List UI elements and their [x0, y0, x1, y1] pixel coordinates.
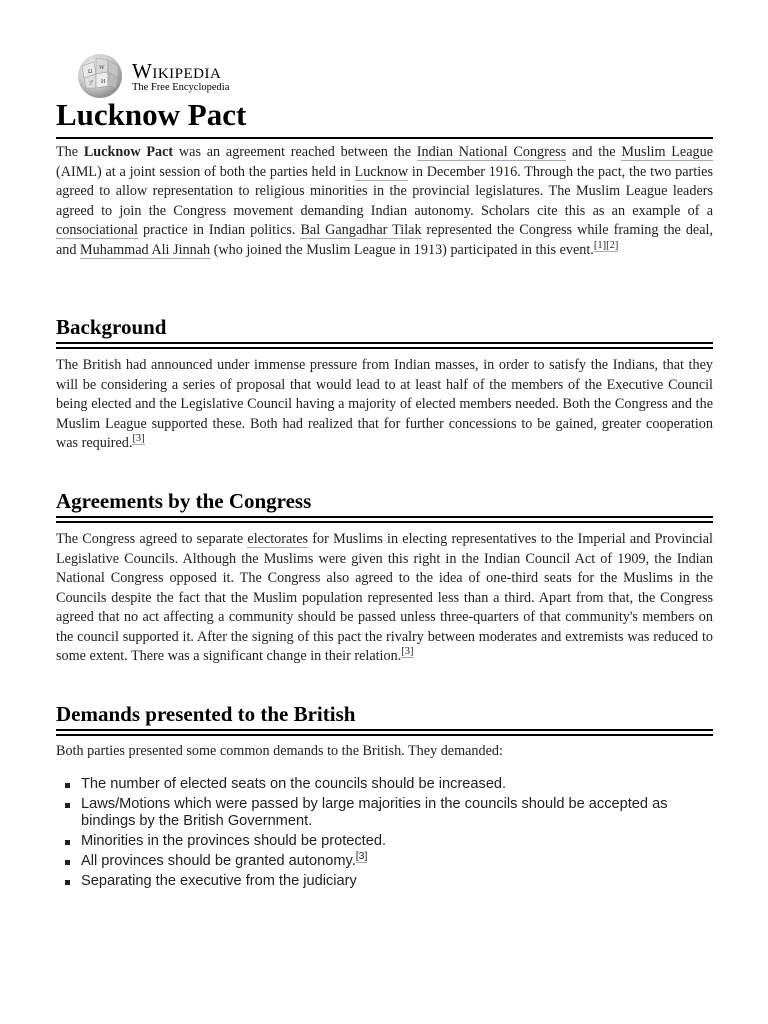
- list-item: The number of elected seats on the councils should be increased.: [56, 776, 713, 793]
- link-consociational[interactable]: consociational: [56, 222, 138, 238]
- list-item: Minorities in the provinces should be protected.: [56, 833, 713, 850]
- link-muslim-league[interactable]: Muslim League: [621, 144, 714, 160]
- svg-text:И: И: [101, 79, 106, 85]
- link-bal-gangadhar-tilak[interactable]: Bal Gangadhar Tilak: [300, 222, 422, 238]
- svg-text:ア: ア: [88, 81, 95, 87]
- link-indian-national-congress[interactable]: Indian National Congress: [416, 144, 567, 160]
- list-item: All provinces should be granted autonomy.[3]: [56, 853, 713, 870]
- page-title: Lucknow Pact: [56, 97, 247, 132]
- agreements-paragraph: The Congress agreed to separate electorates for Muslims in electing representatives to the Imperial and Provincial Legislative Councils. Although the Muslims were given this right in the Indian Council Act of 1909, the Indian National Congress opposed it. The Congress also agreed to the idea of one-third seats for the Muslims in the Councils despite the fact that the Muslim population represented less than a third. Apart from that, the Congress agreed that no act affecting a community should be passed unless three-quarters of that community's members on the council supported it. After the signing of this pact the rivalry between moderates and extremists was reduced to some extent. There was a significant change in their relation.[3]: [56, 531, 713, 664]
- section-divider: [56, 729, 713, 736]
- background-paragraph: The British had announced under immense pressure from Indian masses, in order to satisfy the Indians, that they will be considering a series of proposal that would lead to at least half of the members of the Executive Council being elected and the Legislative Council having a majority of elected members needed. Both the Congress and the Muslim League supported these. Both had realized that for further concessions to be gained, greater cooperation was required.[3]: [56, 357, 713, 451]
- section-divider: [56, 516, 713, 523]
- logo-title: Wikipedia: [132, 58, 222, 83]
- demands-list: [56, 776, 713, 893]
- title-divider: [56, 137, 713, 139]
- intro-paragraph: The Lucknow Pact was an agreement reached between the Indian National Congress and the Muslim League (AIML) at a joint session of both the parties held in Lucknow in December 1916. Through the pact, the two parties agreed to allow representation to religious minorities in the provincial legislatures. The Muslim League leaders agreed to join the Congress movement demanding Indian autonomy. Scholars cite this as an example of a consociational practice in Indian politics. Bal Gangadhar Tilak represented the Congress while framing the deal, and Muhammad Ali Jinnah (who joined the Muslim League in 1913) participated in this event.[1][2]: [56, 144, 714, 258]
- wikipedia-globe-icon: [74, 52, 126, 100]
- wikipedia-logo[interactable]: [74, 52, 229, 100]
- heading-agreements: Agreements by the Congress: [56, 489, 312, 513]
- link-lucknow[interactable]: Lucknow: [354, 163, 409, 180]
- citation-1[interactable]: [1]: [593, 239, 607, 251]
- link-electorates[interactable]: electorates: [247, 531, 309, 547]
- citation-2[interactable]: [2]: [606, 239, 619, 251]
- citation-3[interactable]: [3]: [401, 646, 414, 658]
- demands-intro: Both parties presented some common demands to the British. They demanded:: [56, 743, 503, 759]
- article-subject: Lucknow Pact: [83, 144, 174, 160]
- heading-demands: Demands presented to the British: [56, 702, 356, 726]
- logo-subtitle: The Free Encyclopedia: [132, 81, 230, 93]
- citation-3[interactable]: [3]: [132, 433, 145, 445]
- heading-background: Background: [56, 315, 167, 339]
- list-item: Separating the executive from the judiciary: [56, 873, 713, 890]
- citation-3[interactable]: [3]: [355, 850, 368, 863]
- list-item: Laws/Motions which were passed by large majorities in the councils should be accepted as bindings by the British Government.: [56, 796, 713, 830]
- svg-text:Ω: Ω: [88, 69, 93, 75]
- section-divider: [56, 342, 713, 349]
- link-muhammad-ali-jinnah[interactable]: Muhammad Ali Jinnah: [80, 241, 211, 258]
- svg-text:W: W: [99, 65, 105, 71]
